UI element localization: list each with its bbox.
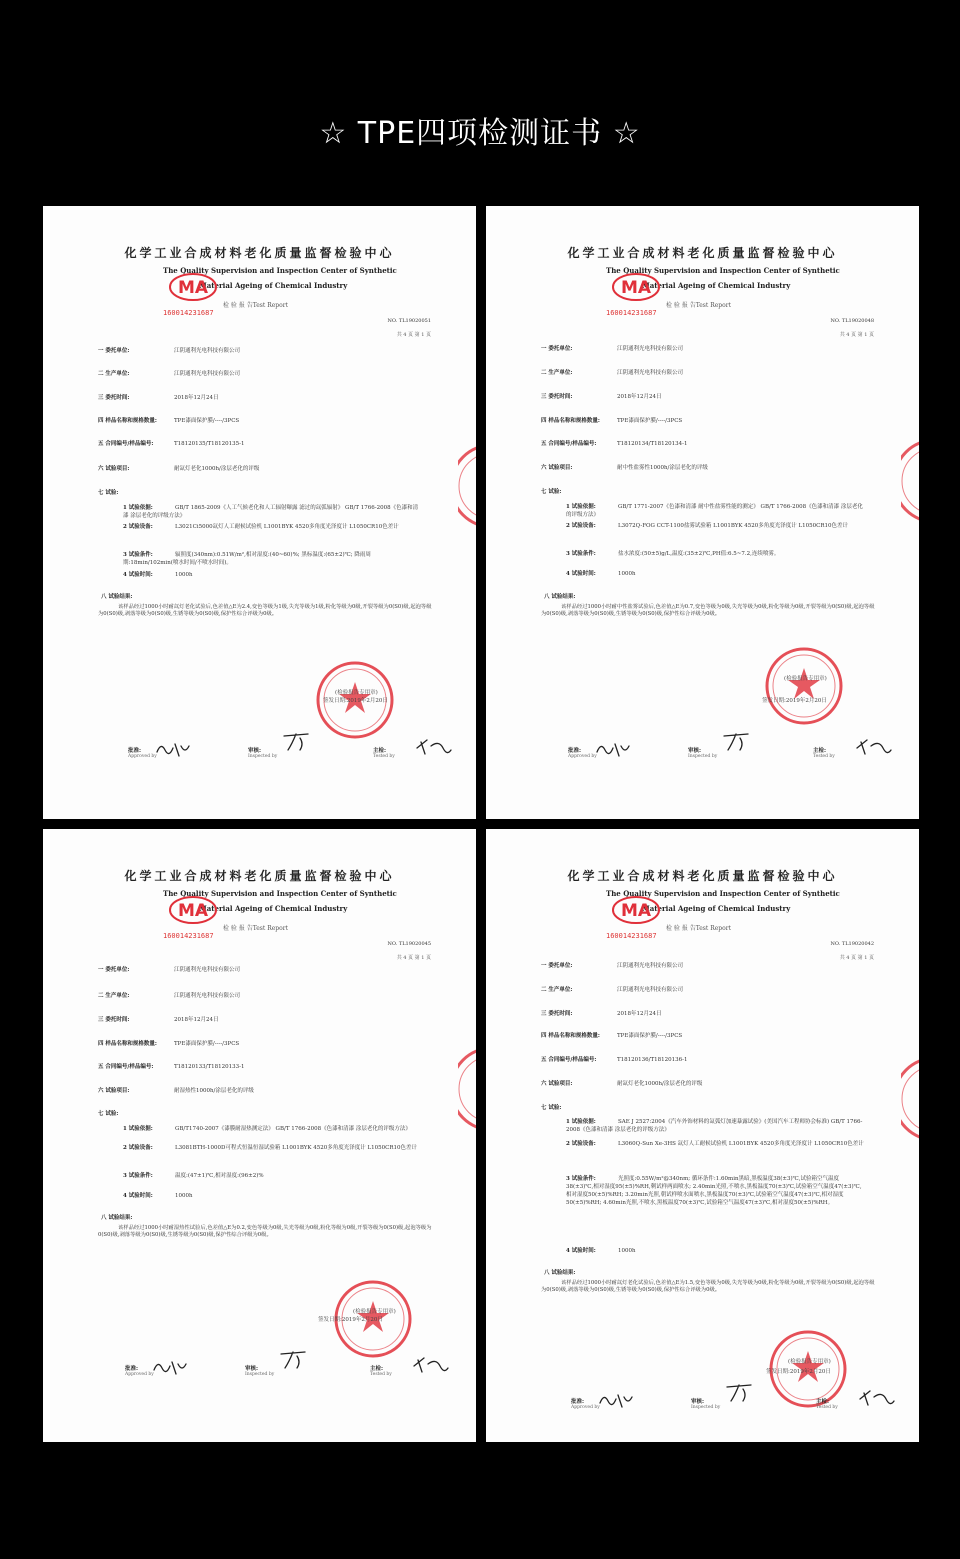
signer-label: 主检: bbox=[370, 1366, 384, 1372]
field-date bbox=[98, 393, 219, 401]
field-value: 1000h bbox=[175, 572, 193, 578]
signer-tested bbox=[813, 746, 835, 759]
field-value: GB/T 1865-2009《人工气候老化和人工辐射曝露 滤过的氙弧辐射》 GB/T 1766-2008《色漆和清漆 涂层老化的评级方法》 bbox=[123, 505, 419, 519]
handwritten-signature bbox=[853, 736, 893, 758]
org-name-cn: 化学工业合成材料老化质量监督检验中心 bbox=[567, 246, 838, 260]
signer-label: 审核: bbox=[248, 748, 262, 754]
field-entrust bbox=[98, 346, 240, 354]
ma-logo-icon bbox=[168, 895, 218, 925]
field-producer bbox=[98, 369, 240, 377]
field-value: 温度:(47±1)℃,相对湿度:(96±2)% bbox=[175, 1173, 264, 1179]
edge-seal-stamp bbox=[458, 441, 476, 531]
report-number: NO. TL19020048 bbox=[830, 318, 874, 324]
report-number: NO. TL19020045 bbox=[387, 941, 431, 947]
handwritten-signature bbox=[410, 1354, 450, 1376]
issue-date-value: 2019年2月20日 bbox=[341, 1317, 383, 1323]
stamp-text: (检验报告专用章) bbox=[353, 1309, 396, 1315]
field-contract bbox=[541, 1055, 688, 1063]
signer-label-en: Inspected by bbox=[245, 1372, 275, 1377]
field-producer bbox=[98, 991, 240, 999]
signer-label: 批准: bbox=[125, 1366, 139, 1372]
issue-date-value: 2019年2月20日 bbox=[785, 698, 827, 704]
field-label: 1 试验依据: bbox=[566, 1119, 596, 1125]
field-producer bbox=[541, 368, 683, 376]
field-date bbox=[541, 1009, 662, 1017]
issue-date bbox=[762, 696, 827, 704]
field-value: L3060Q-Sun Xe-3HS 氙灯人工耐候试验机 L1001BYK 4520多角度光泽度计 L1050CR10色差计 bbox=[618, 1141, 864, 1147]
field-label: 一 委托单位: bbox=[98, 967, 130, 973]
field-label: 二 生产单位: bbox=[541, 987, 573, 993]
field-conditions bbox=[123, 1171, 423, 1179]
signer-label: 批准: bbox=[128, 748, 142, 754]
field-label: 2 试验设备: bbox=[123, 524, 153, 530]
field-value: T18120135/T18120135-1 bbox=[174, 441, 245, 447]
org-name-en-line1: The Quality Supervision and Inspection Center of Synthetic bbox=[163, 889, 397, 898]
svg-text:MA: MA bbox=[177, 901, 209, 921]
field-label: 五 合同编号/样品编号: bbox=[541, 441, 597, 447]
report-label: 检 验 报 告Test Report bbox=[666, 302, 732, 309]
field-value: 光照度:0.55W/m²@340nm; 循环条件:1.60min黑暗,黑板温度38(±3)℃,试验箱空气温度38(±3)℃,相对湿度95(±5)%RH,剩试样两面喷水; 2.40min光照,不喷水,黑板温度70(±3)℃,试验箱空气温度47(±3)℃,相对湿度50(±5)%RH; 3.20min光照,朝试样喷水面喷水,黑板温度70(±3)℃,试验箱空气温度47(±3)℃,相对湿度50(±5)%RH; 4.60min光照,不喷水,黑板温度70(±3)℃,试验箱空气温度47(±3)℃,相对湿度50(±5)%RH。 bbox=[566, 1176, 862, 1206]
field-value: 江阴通利光电科技有限公司 bbox=[617, 370, 684, 376]
handwritten-signature bbox=[718, 730, 758, 752]
handwritten-signature bbox=[275, 1348, 315, 1370]
field-basis bbox=[123, 503, 423, 519]
field-entrust bbox=[541, 961, 683, 969]
field-basis bbox=[566, 1117, 866, 1133]
report-label: 检 验 报 告Test Report bbox=[666, 925, 732, 932]
red-seal-stamp bbox=[764, 646, 844, 726]
field-value: L3081BTH-1000D可程式恒温恒湿试验箱 L1001BYK 4520多角度光泽度计 L1050CR10色差计 bbox=[175, 1145, 417, 1151]
svg-text:MA: MA bbox=[620, 278, 652, 298]
field-value: TPE漆面保护膜/----/3PCS bbox=[617, 1033, 683, 1039]
field-duration bbox=[566, 569, 866, 577]
field-label: 2 试验设备: bbox=[123, 1145, 153, 1151]
signer-label: 审核: bbox=[691, 1399, 705, 1405]
issue-date bbox=[318, 1315, 383, 1323]
field-value: T18120134/T18120134-1 bbox=[617, 441, 688, 447]
field-value: 江阴通利光电科技有限公司 bbox=[174, 967, 241, 973]
org-name-cn: 化学工业合成材料老化质量监督检验中心 bbox=[124, 869, 395, 883]
field-equipment bbox=[566, 521, 866, 529]
signer-label-en: Tested by bbox=[373, 754, 395, 759]
page-count: 共 4 页 第 1 页 bbox=[839, 955, 874, 961]
field-label: 三 委托时间: bbox=[541, 1011, 573, 1017]
field-value: 1000h bbox=[175, 1193, 193, 1199]
field-value: 2018年12月24日 bbox=[174, 395, 219, 401]
field-label: 四 样品名称和规格数量: bbox=[541, 418, 600, 424]
field-item bbox=[541, 1079, 702, 1087]
signer-label: 批准: bbox=[571, 1399, 585, 1405]
field-equipment bbox=[123, 1143, 423, 1151]
handwritten-signature bbox=[856, 1387, 896, 1409]
field-label: 3 试验条件: bbox=[566, 1176, 596, 1182]
field-label: 三 委托时间: bbox=[98, 1017, 130, 1023]
edge-seal-stamp bbox=[901, 1054, 919, 1144]
signer-tested bbox=[816, 1397, 838, 1410]
field-label: 二 生产单位: bbox=[98, 993, 130, 999]
field-conditions bbox=[123, 550, 423, 566]
field-value: TPE漆面保护膜/----/3PCS bbox=[174, 1041, 240, 1047]
field-test bbox=[541, 487, 617, 495]
result-conclusion: 该样品经过1000小时耐氙灯老化试验后,色差值△E为1.5,变色等级为0级,失光等级为0级,粉化等级为0级,开裂等级为0(S0)级,起泡等级为0(S0)级,剥落等级为0(S0)级,生锈等级为0(S0)级,保护性综合评级为0级。 bbox=[541, 1280, 875, 1294]
field-value: 辐照度(340nm):0.51W/m²,相对湿度:(40~60)%; 黑标温度:(65±2)℃; 降雨周期:18min/102min(喷水时间/不喷水时间)。 bbox=[123, 552, 371, 566]
ma-logo-icon bbox=[611, 895, 661, 925]
field-test bbox=[98, 1109, 174, 1117]
report-label: 检 验 报 告Test Report bbox=[223, 925, 289, 932]
field-label: 三 委托时间: bbox=[98, 395, 130, 401]
certificate-card-1 bbox=[43, 206, 476, 819]
field-label: 五 合同编号/样品编号: bbox=[541, 1057, 597, 1063]
field-label: 七 试验: bbox=[541, 489, 562, 495]
field-value: 耐氙灯老化1000h/涂层老化的评级 bbox=[174, 466, 260, 472]
signer-label-en: Tested by bbox=[813, 754, 835, 759]
field-value: 2018年12月24日 bbox=[617, 1011, 662, 1017]
certificate-card-3 bbox=[43, 829, 476, 1442]
signer-inspected bbox=[691, 1397, 720, 1410]
field-value: T18120133/T18120133-1 bbox=[174, 1064, 245, 1070]
field-label: 六 试验项目: bbox=[541, 465, 573, 471]
signer-tested bbox=[370, 1364, 392, 1377]
report-label: 检 验 报 告Test Report bbox=[223, 302, 289, 309]
field-value: 江阴通利光电科技有限公司 bbox=[174, 993, 241, 999]
handwritten-signature bbox=[278, 730, 318, 752]
field-label: 4 试验时间: bbox=[123, 1193, 153, 1199]
org-name-en-line2: Material Ageing of Chemical Industry bbox=[642, 281, 791, 290]
signer-label-en: Approved by bbox=[125, 1372, 154, 1377]
ma-number: 160014231687 bbox=[163, 932, 214, 940]
field-duration bbox=[123, 1191, 423, 1199]
svg-text:MA: MA bbox=[177, 278, 209, 298]
field-contract bbox=[98, 439, 245, 447]
field-value: 耐氙灯老化1000h/涂层老化的评级 bbox=[617, 1081, 703, 1087]
field-label: 1 试验依据: bbox=[123, 505, 153, 511]
svg-text:MA: MA bbox=[620, 901, 652, 921]
org-name-en-line1: The Quality Supervision and Inspection Center of Synthetic bbox=[606, 889, 840, 898]
field-value: GB/T 1771-2007《色漆和清漆 耐中性盐雾性能的测定》 GB/T 1766-2008《色漆和清漆 涂层老化的评级方法》 bbox=[566, 504, 863, 518]
field-duration bbox=[123, 570, 423, 578]
field-contract bbox=[541, 439, 688, 447]
field-label: 3 试验条件: bbox=[123, 1173, 153, 1179]
field-date bbox=[98, 1015, 219, 1023]
field-label: 1 试验依据: bbox=[123, 1126, 153, 1132]
field-value: 1000h bbox=[618, 571, 636, 577]
field-label: 一 委托单位: bbox=[541, 346, 573, 352]
field-value: 耐湿热性1000h/涂层老化的评级 bbox=[174, 1088, 254, 1094]
field-sample bbox=[541, 1031, 682, 1039]
field-item bbox=[541, 463, 708, 471]
signer-label: 主检: bbox=[816, 1399, 830, 1405]
field-label: 4 试验时间: bbox=[566, 1248, 596, 1254]
issue-date-label: 签发日期: bbox=[323, 698, 347, 704]
field-sample bbox=[98, 1039, 239, 1047]
page-title: ☆ TPE四项检测证书 ☆ bbox=[319, 116, 641, 151]
field-label: 三 委托时间: bbox=[541, 394, 573, 400]
handwritten-signature bbox=[593, 738, 633, 760]
field-label: 二 生产单位: bbox=[98, 371, 130, 377]
field-value: 2018年12月24日 bbox=[617, 394, 662, 400]
field-label: 4 试验时间: bbox=[566, 571, 596, 577]
field-label: 五 合同编号/样品编号: bbox=[98, 441, 154, 447]
field-label: 1 试验依据: bbox=[566, 504, 596, 510]
field-value: 耐中性盐雾性1000h/涂层老化的评级 bbox=[617, 465, 708, 471]
field-value: SAE J 2527:2004《汽车外饰材料的氙弧灯加速暴露试验》(美国汽车工程师协会标准) GB/T 1766-2008《色漆和清漆 涂层老化的评级方法》 bbox=[566, 1119, 863, 1133]
org-name-en-line2: Material Ageing of Chemical Industry bbox=[199, 904, 348, 913]
signer-label: 批准: bbox=[568, 748, 582, 754]
result-label: 八 试验结果: bbox=[101, 1215, 133, 1221]
field-value: 江阴通利光电科技有限公司 bbox=[617, 987, 684, 993]
signer-label: 审核: bbox=[245, 1366, 259, 1372]
field-value: 江阴通利光电科技有限公司 bbox=[174, 348, 241, 354]
page-count: 共 4 页 第 1 页 bbox=[396, 955, 431, 961]
field-basis bbox=[123, 1124, 423, 1132]
edge-seal-stamp bbox=[458, 1044, 476, 1134]
org-name-en-line2: Material Ageing of Chemical Industry bbox=[199, 281, 348, 290]
field-label: 4 试验时间: bbox=[123, 572, 153, 578]
field-label: 四 样品名称和规格数量: bbox=[98, 1041, 157, 1047]
field-test bbox=[541, 1103, 617, 1111]
signer-inspected bbox=[688, 746, 717, 759]
field-value: TPE漆面保护膜/----/3PCS bbox=[617, 418, 683, 424]
handwritten-signature bbox=[150, 1356, 190, 1378]
ma-logo-icon bbox=[611, 272, 661, 302]
field-equipment bbox=[123, 522, 423, 530]
field-label: 二 生产单位: bbox=[541, 370, 573, 376]
issue-date-label: 签发日期: bbox=[318, 1317, 342, 1323]
org-name-cn: 化学工业合成材料老化质量监督检验中心 bbox=[567, 869, 838, 883]
field-duration bbox=[566, 1246, 866, 1254]
signer-label-en: Approved by bbox=[571, 1405, 600, 1410]
issue-date-label: 签发日期: bbox=[762, 698, 786, 704]
field-label: 六 试验项目: bbox=[98, 466, 130, 472]
field-label: 五 合同编号/样品编号: bbox=[98, 1064, 154, 1070]
field-value: 江阴通利光电科技有限公司 bbox=[617, 346, 684, 352]
handwritten-signature bbox=[721, 1381, 761, 1403]
field-label: 3 试验条件: bbox=[566, 551, 596, 557]
field-producer bbox=[541, 985, 683, 993]
field-conditions bbox=[566, 1174, 866, 1206]
ma-number: 160014231687 bbox=[163, 309, 214, 317]
issue-date bbox=[323, 696, 388, 704]
handwritten-signature bbox=[153, 738, 193, 760]
field-value: 江阴通利光电科技有限公司 bbox=[617, 963, 684, 969]
report-number: NO. TL19020042 bbox=[830, 941, 874, 947]
signer-label-en: Inspected by bbox=[691, 1405, 721, 1410]
handwritten-signature bbox=[413, 736, 453, 758]
signer-label: 主检: bbox=[373, 748, 387, 754]
field-entrust bbox=[541, 344, 683, 352]
field-contract bbox=[98, 1062, 245, 1070]
field-value: 盐水浓度:(50±5)g/L,温度:(35±2)℃,PH值:6.5~7.2,连续喷雾。 bbox=[618, 551, 780, 557]
signer-label: 主检: bbox=[813, 748, 827, 754]
certificate-card-4 bbox=[486, 829, 919, 1442]
signer-label-en: Tested by bbox=[370, 1372, 392, 1377]
field-sample bbox=[541, 416, 682, 424]
signer-inspected bbox=[245, 1364, 274, 1377]
org-name-en-line2: Material Ageing of Chemical Industry bbox=[642, 904, 791, 913]
field-test bbox=[98, 488, 174, 496]
field-label: 七 试验: bbox=[98, 490, 119, 496]
field-value: 江阴通利光电科技有限公司 bbox=[174, 371, 241, 377]
page-count: 共 4 页 第 1 页 bbox=[839, 332, 874, 338]
field-basis bbox=[566, 502, 866, 518]
issue-date bbox=[766, 1367, 831, 1375]
stamp-text: (检验报告专用章) bbox=[788, 1359, 831, 1365]
field-label: 2 试验设备: bbox=[566, 523, 596, 529]
field-value: L3021Ci5000氙灯人工耐候试验机 L1001BYK 4520多角度光泽度计 L1050CR10色差计 bbox=[175, 524, 399, 530]
org-name-cn: 化学工业合成材料老化质量监督检验中心 bbox=[124, 246, 395, 260]
field-value: L3072Q-FOG CCT-1100盐雾试验箱 L1001BYK 4520多角度光泽度计 L1050CR10色差计 bbox=[618, 523, 848, 529]
field-entrust bbox=[98, 965, 240, 973]
org-name-en-line1: The Quality Supervision and Inspection Center of Synthetic bbox=[163, 266, 397, 275]
handwritten-signature bbox=[596, 1389, 636, 1411]
page-count: 共 4 页 第 1 页 bbox=[396, 332, 431, 338]
field-label: 一 委托单位: bbox=[541, 963, 573, 969]
signer-inspected bbox=[248, 746, 277, 759]
org-name-en-line1: The Quality Supervision and Inspection Center of Synthetic bbox=[606, 266, 840, 275]
ma-number: 160014231687 bbox=[606, 309, 657, 317]
stamp-text: (检验报告专用章) bbox=[784, 676, 827, 682]
field-equipment bbox=[566, 1139, 866, 1147]
field-label: 六 试验项目: bbox=[98, 1088, 130, 1094]
issue-date-value: 2019年2月20日 bbox=[789, 1369, 831, 1375]
issue-date-label: 签发日期: bbox=[766, 1369, 790, 1375]
signer-label-en: Approved by bbox=[128, 754, 157, 759]
field-value: T18120136/T18120136-1 bbox=[617, 1057, 688, 1063]
field-label: 3 试验条件: bbox=[123, 552, 153, 558]
field-label: 一 委托单位: bbox=[98, 348, 130, 354]
field-label: 六 试验项目: bbox=[541, 1081, 573, 1087]
signer-label-en: Tested by bbox=[816, 1405, 838, 1410]
field-date bbox=[541, 392, 662, 400]
field-label: 四 样品名称和规格数量: bbox=[98, 418, 157, 424]
field-item bbox=[98, 1086, 254, 1094]
issue-date-value: 2019年2月20日 bbox=[346, 698, 388, 704]
field-label: 七 试验: bbox=[541, 1105, 562, 1111]
signer-label: 审核: bbox=[688, 748, 702, 754]
result-conclusion: 该样品经过1000小时耐中性盐雾试验后,色差值△E为0.7,变色等级为0级,失光等级为0级,粉化等级为0级,开裂等级为0(S0)级,起泡等级为0(S0)级,剥落等级为0(S0)级,生锈等级为0(S0)级,保护性综合评级为0级。 bbox=[541, 604, 875, 618]
edge-seal-stamp bbox=[901, 436, 919, 526]
certificate-card-2 bbox=[486, 206, 919, 819]
field-value: TPE漆面保护膜/----/3PCS bbox=[174, 418, 240, 424]
result-label: 八 试验结果: bbox=[544, 594, 576, 600]
field-value: 2018年12月24日 bbox=[174, 1017, 219, 1023]
stamp-text: (检验报告专用章) bbox=[335, 690, 378, 696]
result-label: 八 试验结果: bbox=[101, 594, 133, 600]
signer-label-en: Approved by bbox=[568, 754, 597, 759]
field-label: 七 试验: bbox=[98, 1111, 119, 1117]
result-conclusion: 该样品经过1000小时耐氙灯老化试验后,色差值△E为2.4,变色等级为1级,失光等级为1级,粉化等级为0级,开裂等级为0(S0)级,起泡等级为0(S0)级,剥落等级为0(S0)级,生锈等级为0(S0)级,保护性综合评级为0级。 bbox=[98, 604, 432, 618]
result-label: 八 试验结果: bbox=[544, 1270, 576, 1276]
field-value: GB/T1740-2007《漆膜耐湿热测定法》 GB/T 1766-2008《色漆和清漆 涂层老化的评级方法》 bbox=[175, 1126, 411, 1132]
ma-logo-icon bbox=[168, 272, 218, 302]
field-item bbox=[98, 464, 259, 472]
signer-label-en: Inspected by bbox=[248, 754, 278, 759]
signer-tested bbox=[373, 746, 395, 759]
field-sample bbox=[98, 416, 239, 424]
field-label: 四 样品名称和规格数量: bbox=[541, 1033, 600, 1039]
field-label: 2 试验设备: bbox=[566, 1141, 596, 1147]
ma-number: 160014231687 bbox=[606, 932, 657, 940]
signer-label-en: Inspected by bbox=[688, 754, 718, 759]
report-number: NO. TL19020051 bbox=[387, 318, 431, 324]
result-conclusion: 该样品经过1000小时耐湿热性试验后,色差值△E为0.2,变色等级为0级,失光等级为0级,粉化等级为0级,开裂等级为0(S0)级,起泡等级为0(S0)级,剥落等级为0(S0)级,生锈等级为0(S0)级,保护性综合评级为0级。 bbox=[98, 1225, 432, 1239]
field-value: 1000h bbox=[618, 1248, 636, 1254]
field-conditions bbox=[566, 549, 866, 557]
